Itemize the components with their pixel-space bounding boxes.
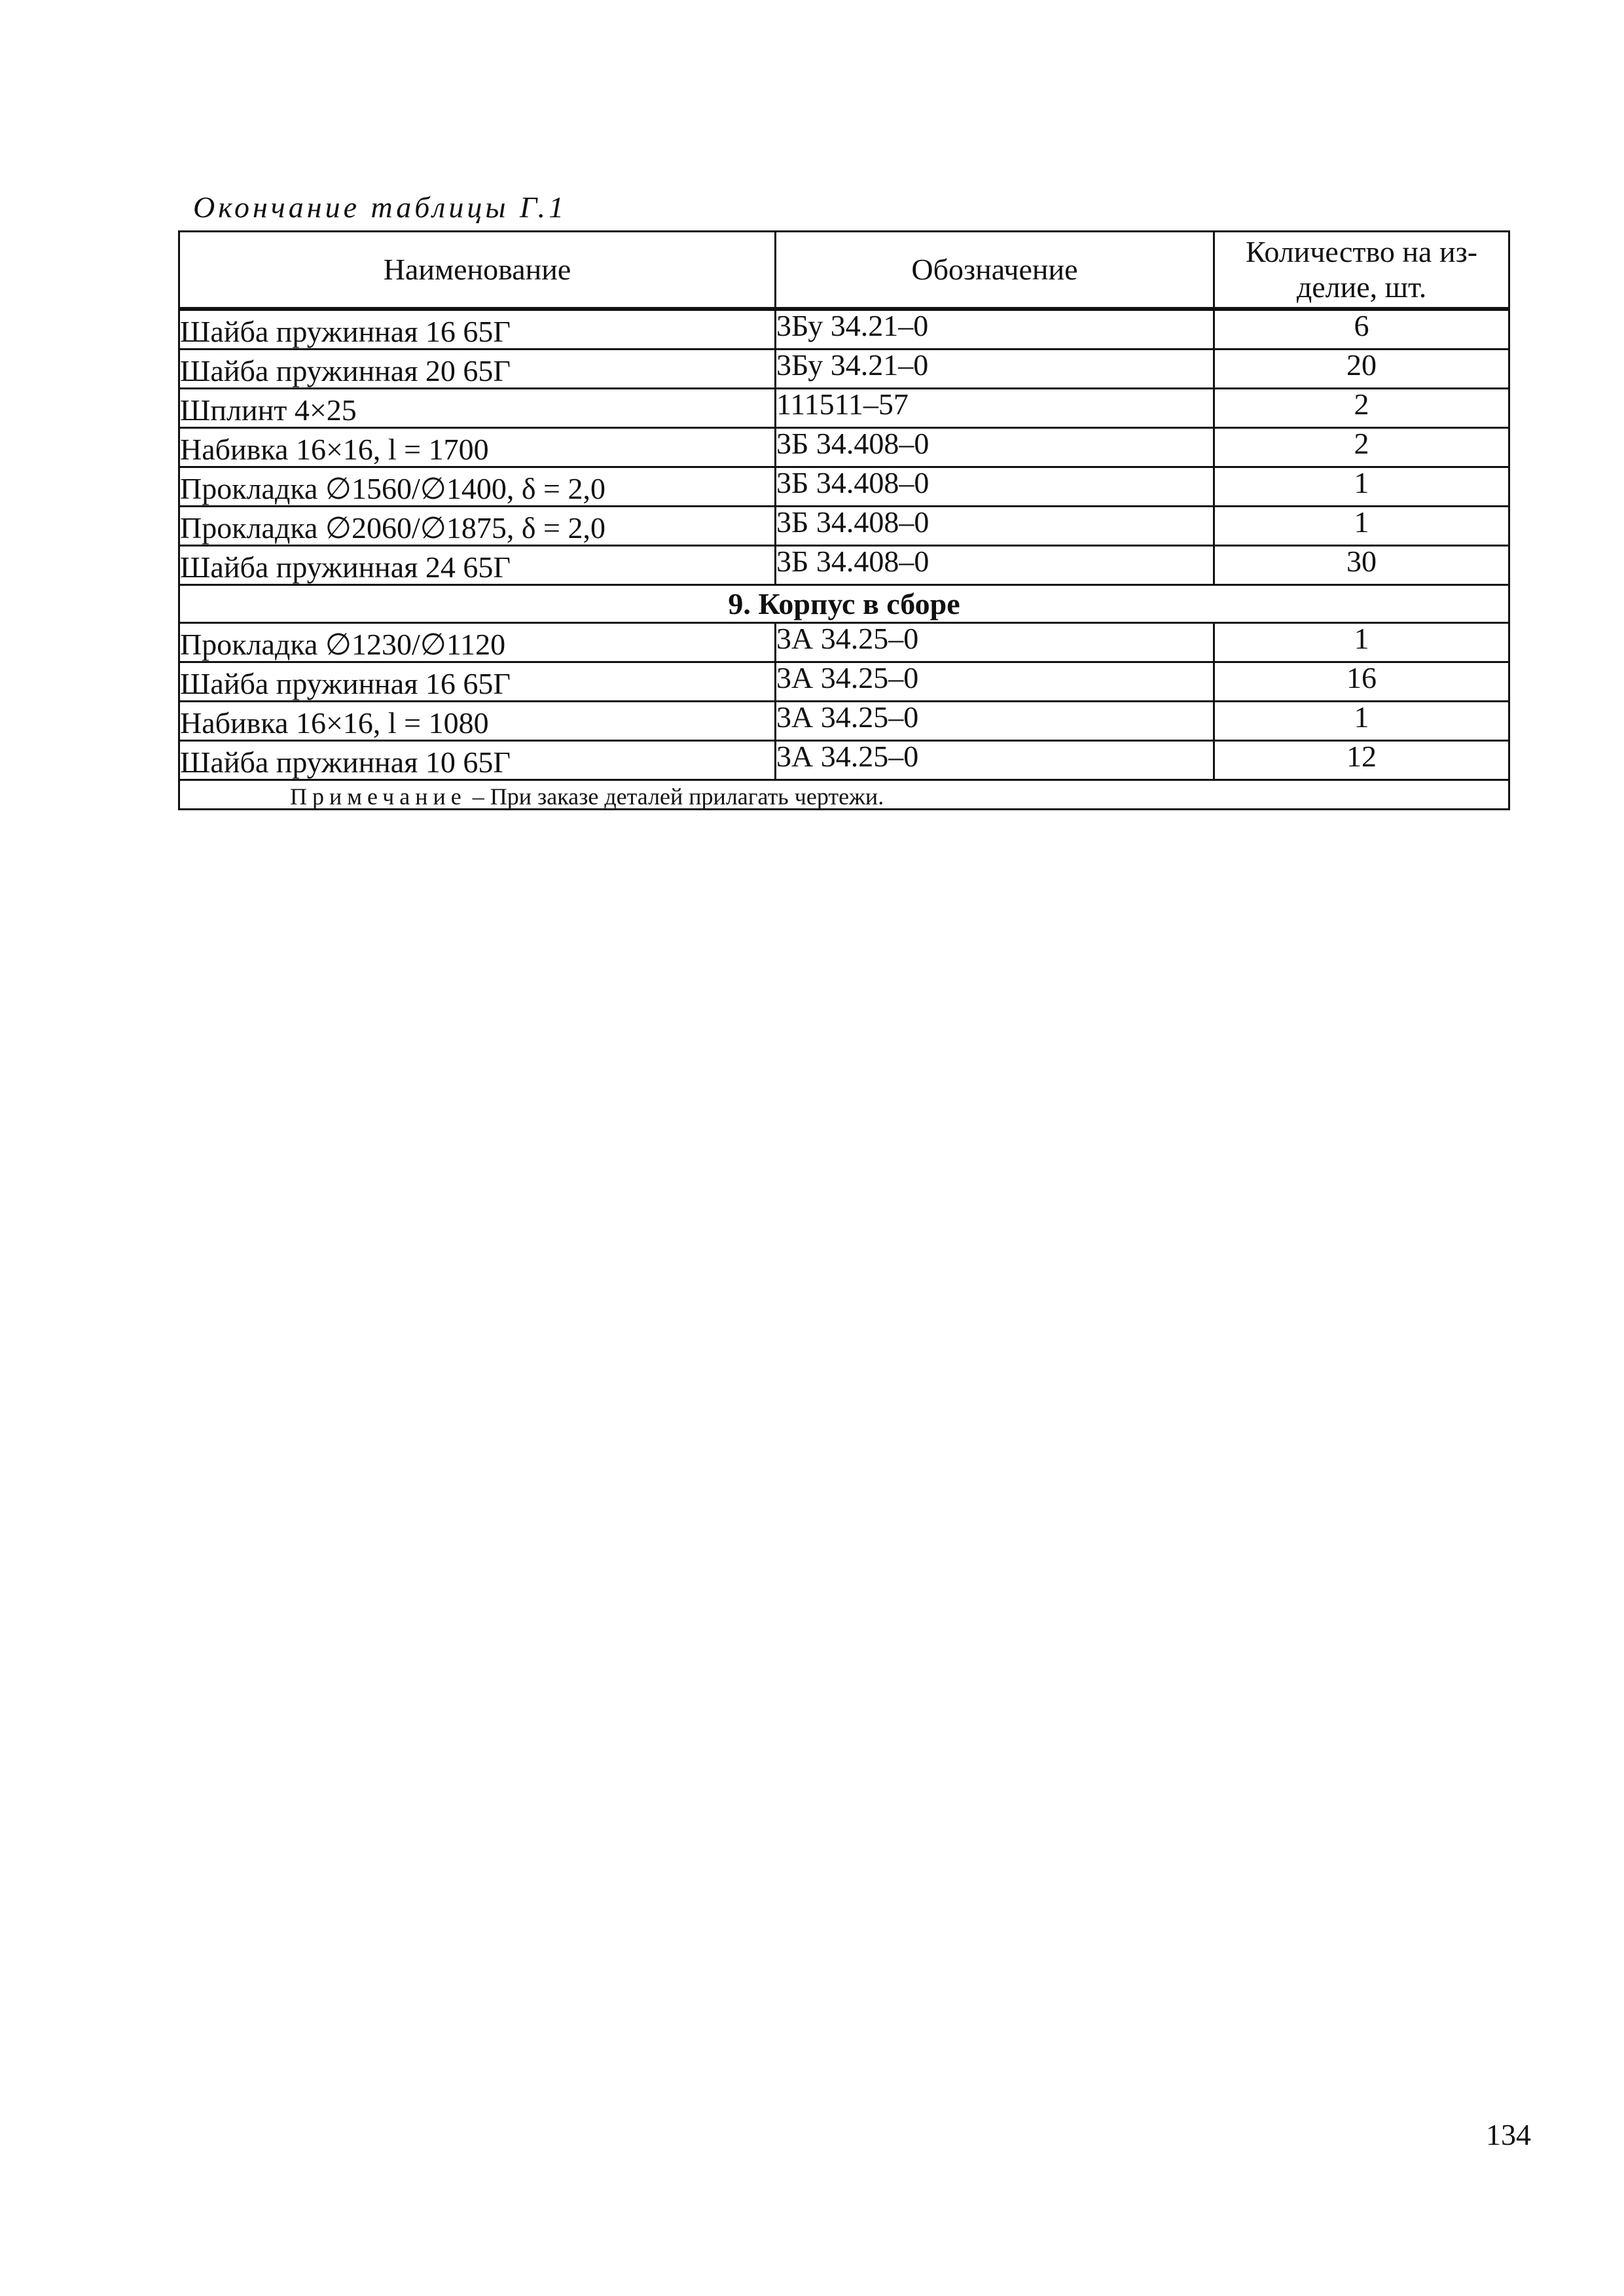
row-qty: 1	[1214, 507, 1509, 546]
table-row	[179, 741, 1509, 780]
row-qty: 30	[1214, 546, 1509, 585]
row-code: 3Б 34.408–0	[776, 507, 1214, 546]
row-name: Прокладка ∅2060/∅1875, δ = 2,0	[179, 507, 776, 546]
row-name: Шайба пружинная 20 65Г	[179, 350, 776, 389]
row-code: 3Б 34.408–0	[776, 546, 1214, 585]
row-code: 3А 34.25–0	[776, 702, 1214, 741]
row-code: 111511–57	[776, 389, 1214, 428]
table-row	[179, 702, 1509, 741]
row-qty: 6	[1214, 309, 1509, 350]
row-name: Шплинт 4×25	[179, 389, 776, 428]
table-row	[179, 662, 1509, 702]
row-qty: 1	[1214, 467, 1509, 507]
row-code: 3А 34.25–0	[776, 662, 1214, 702]
table-note	[179, 780, 1509, 810]
table-row	[179, 309, 1509, 350]
row-name: Шайба пружинная 16 65Г	[179, 662, 776, 702]
row-name: Набивка 16×16, l = 1080	[179, 702, 776, 741]
page-number: 134	[1486, 2118, 1531, 2151]
table-row	[179, 623, 1509, 662]
table-header-row	[179, 232, 1509, 310]
table-caption: Окончание таблицы Г.1	[193, 190, 568, 224]
table-row	[179, 546, 1509, 585]
row-qty: 12	[1214, 741, 1509, 780]
table-row	[179, 467, 1509, 507]
section-row	[179, 585, 1509, 623]
row-code: 3Б 34.408–0	[776, 428, 1214, 467]
row-qty: 2	[1214, 389, 1509, 428]
table-row	[179, 389, 1509, 428]
row-name: Прокладка ∅1230/∅1120	[179, 623, 776, 662]
row-name: Набивка 16×16, l = 1700	[179, 428, 776, 467]
parts-table	[178, 230, 1510, 810]
row-code: 3А 34.25–0	[776, 741, 1214, 780]
header-code: Обозначение	[776, 232, 1214, 310]
note-row	[179, 780, 1509, 810]
table-row	[179, 350, 1509, 389]
row-qty: 20	[1214, 350, 1509, 389]
note-label: Примечание	[290, 783, 467, 810]
table-row	[179, 507, 1509, 546]
row-qty: 1	[1214, 623, 1509, 662]
section-title: 9. Корпус в сборе	[179, 585, 1509, 623]
row-qty: 2	[1214, 428, 1509, 467]
row-code: 3Бу 34.21–0	[776, 350, 1214, 389]
row-name: Прокладка ∅1560/∅1400, δ = 2,0	[179, 467, 776, 507]
row-qty: 1	[1214, 702, 1509, 741]
header-qty: Количество на из-делие, шт.	[1214, 232, 1509, 310]
row-qty: 16	[1214, 662, 1509, 702]
row-name: Шайба пружинная 24 65Г	[179, 546, 776, 585]
row-name: Шайба пружинная 10 65Г	[179, 741, 776, 780]
table-row	[179, 428, 1509, 467]
row-code: 3Б 34.408–0	[776, 467, 1214, 507]
header-name: Наименование	[179, 232, 776, 310]
row-name: Шайба пружинная 16 65Г	[179, 309, 776, 350]
row-code: 3Бу 34.21–0	[776, 309, 1214, 350]
row-code: 3А 34.25–0	[776, 623, 1214, 662]
note-text: – При заказе деталей прилагать чертежи.	[466, 783, 884, 810]
